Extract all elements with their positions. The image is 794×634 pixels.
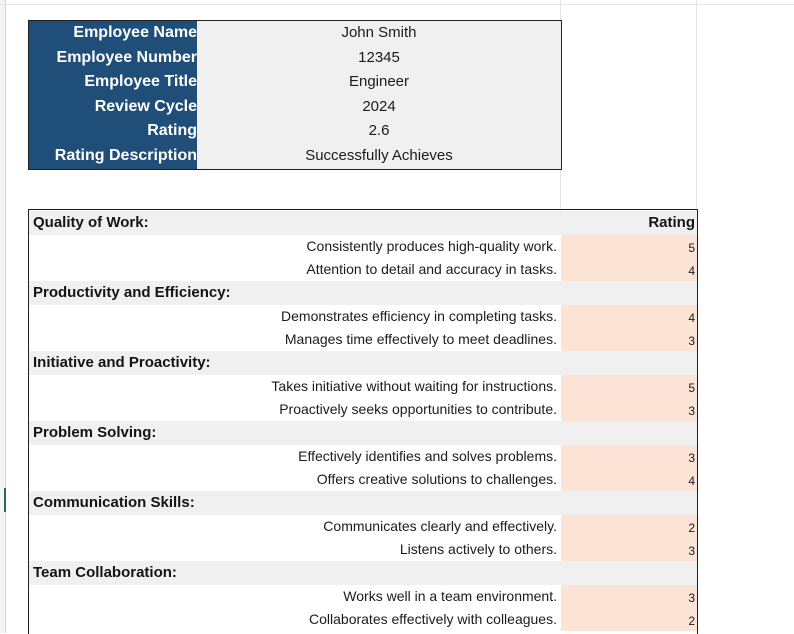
table-row: [29, 445, 697, 468]
criterion-text[interactable]: Manages time effectively to meet deadlines.: [284, 331, 557, 347]
employee-number-value[interactable]: 12345: [358, 48, 400, 66]
rating-cell[interactable]: 4: [561, 258, 697, 281]
review-cycle-label[interactable]: Review Cycle: [29, 95, 197, 120]
criterion-text[interactable]: Listens actively to others.: [399, 541, 557, 557]
sheet-left-edge: [0, 0, 6, 633]
rating-column-header[interactable]: Rating: [648, 214, 695, 231]
rating-cell[interactable]: 2: [561, 608, 697, 631]
table-row: [29, 258, 697, 281]
category-row: [29, 491, 697, 515]
table-row: [29, 235, 697, 258]
rating-cell[interactable]: 3: [561, 585, 697, 608]
rating-cell[interactable]: 3: [561, 398, 697, 421]
criterion-text[interactable]: Effectively identifies and solves problems.: [298, 448, 557, 464]
info-row: [29, 95, 561, 120]
active-row-marker: [4, 488, 6, 512]
category-row: [29, 561, 697, 585]
rating-cell[interactable]: 3: [561, 538, 697, 561]
rating-description-value[interactable]: Successfully Achieves: [305, 147, 453, 164]
criterion-text[interactable]: Communicates clearly and effectively.: [323, 518, 557, 534]
category-title[interactable]: Team Collaboration:: [33, 564, 177, 581]
rating-value[interactable]: 2.6: [368, 122, 390, 140]
category-title[interactable]: Communication Skills:: [33, 494, 195, 511]
info-row: [29, 119, 561, 144]
gridline: [0, 4, 794, 5]
table-row: [29, 515, 697, 538]
info-row: [29, 70, 561, 95]
criterion-text[interactable]: Offers creative solutions to challenges.: [316, 471, 557, 487]
rating-cell[interactable]: 3: [561, 328, 697, 351]
info-row: [29, 144, 561, 169]
table-row: [29, 585, 697, 608]
category-row: [29, 351, 697, 375]
criterion-text[interactable]: Demonstrates efficiency in completing tasks.: [281, 308, 557, 324]
category-title[interactable]: Problem Solving:: [33, 424, 157, 441]
employee-title-label[interactable]: Employee Title: [29, 70, 197, 95]
employee-name-label[interactable]: Employee Name: [29, 21, 197, 46]
review-cycle-value[interactable]: 2024: [362, 97, 396, 115]
category-title[interactable]: Initiative and Proactivity:: [33, 354, 211, 371]
category-row: [29, 421, 697, 445]
rating-description-label[interactable]: Rating Description: [29, 144, 197, 169]
category-title[interactable]: Quality of Work:: [33, 214, 149, 231]
table-row: [29, 608, 697, 631]
criterion-text[interactable]: Collaborates effectively with colleagues.: [309, 611, 557, 627]
table-row: [29, 305, 697, 328]
employee-number-label[interactable]: Employee Number: [29, 46, 197, 71]
rating-cell[interactable]: 5: [561, 235, 697, 258]
table-row: [29, 398, 697, 421]
category-row: [29, 281, 697, 305]
criterion-text[interactable]: Attention to detail and accuracy in tasks.: [306, 261, 557, 277]
info-row: [29, 46, 561, 71]
employee-name-value[interactable]: John Smith: [341, 24, 417, 41]
table-row: [29, 328, 697, 351]
rating-cell[interactable]: 4: [561, 305, 697, 328]
employee-info-table: [28, 20, 562, 170]
employee-title-value[interactable]: Engineer: [348, 73, 410, 91]
category-title[interactable]: Productivity and Efficiency:: [33, 284, 231, 301]
info-row: [29, 21, 561, 46]
table-row: [29, 538, 697, 561]
criterion-text[interactable]: Works well in a team environment.: [343, 588, 557, 604]
criterion-text[interactable]: Proactively seeks opportunities to contribute.: [279, 401, 557, 417]
table-row: [29, 468, 697, 491]
rating-cell[interactable]: 2: [561, 515, 697, 538]
rating-cell[interactable]: 5: [561, 375, 697, 398]
criterion-text[interactable]: Consistently produces high-quality work.: [306, 238, 557, 254]
performance-rating-table: [28, 209, 698, 634]
rating-cell[interactable]: 4: [561, 468, 697, 491]
table-row: [29, 375, 697, 398]
category-row: [29, 211, 697, 235]
criterion-text[interactable]: Takes initiative without waiting for instructions.: [271, 378, 557, 394]
rating-cell[interactable]: 3: [561, 445, 697, 468]
rating-label[interactable]: Rating: [29, 119, 197, 144]
